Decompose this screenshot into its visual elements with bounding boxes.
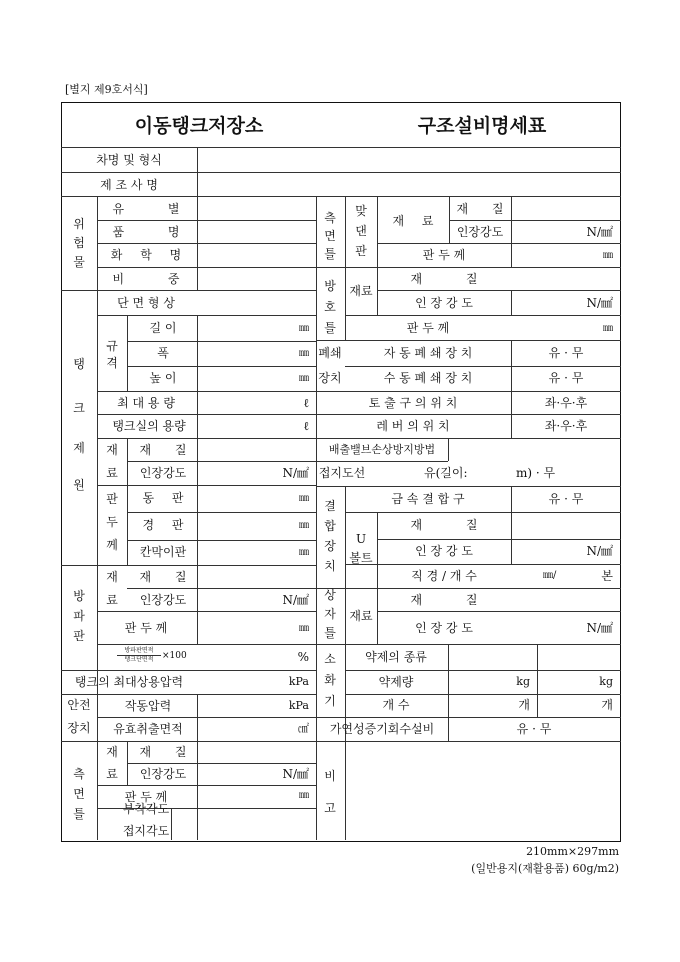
unit-mm-width: ㎜ <box>299 348 309 359</box>
value-vapor-recovery: 유 · 무 <box>516 722 552 736</box>
group-wave-material-1: 재 <box>106 570 118 584</box>
unit-kg-1: kg <box>516 675 530 688</box>
unit-mm-wave: ㎜ <box>299 623 309 634</box>
group-hazard-3: 물 <box>73 255 85 269</box>
label-sideframe-thickness: 판 두 께 <box>422 248 466 262</box>
group-guard-1: 방 <box>324 279 336 293</box>
group-tank-2: 크 <box>73 401 85 415</box>
label-sideframe-material: 재 질 <box>456 202 504 216</box>
group-side-material-2: 료 <box>106 767 118 781</box>
label-section-shape: 단 면 형 상 <box>117 296 175 310</box>
label-length: 길 이 <box>149 321 177 335</box>
value-ground-length: 유(길이: <box>424 466 468 480</box>
group-guard-2: 호 <box>324 300 336 314</box>
unit-dia: ㎜/ <box>543 570 557 581</box>
label-side-thickness: 판 두 께 <box>124 790 168 804</box>
label-guard-tensile: 인 장 강 도 <box>415 296 473 310</box>
group-coupling-3: 장 <box>324 539 336 553</box>
label-dia-count: 직 경 / 개 수 <box>411 569 477 583</box>
group-upper-2: 자 <box>324 607 336 621</box>
footer-size: 210mm×297mm <box>526 845 619 858</box>
label-guard-material-label: 재료 <box>349 284 373 298</box>
value-lever-position: 좌·우·후 <box>544 419 588 433</box>
group-safety-2: 장치 <box>67 721 91 735</box>
unit-ea-2: 개 <box>601 698 613 712</box>
group-upper-3: 틀 <box>324 626 336 640</box>
unit-tensile-sideframe: N/㎟ <box>586 225 613 239</box>
group-remarks-1: 비 <box>324 769 336 783</box>
unit-mm-partition: ㎜ <box>299 547 309 558</box>
group-hazard-1: 위 <box>73 217 85 231</box>
group-closing-1: 폐쇄 <box>318 346 342 360</box>
unit-tensile-wave: N/㎟ <box>282 593 309 607</box>
label-upper-tensile: 인 장 강 도 <box>415 621 473 635</box>
unit-liter-room: ℓ <box>303 419 309 433</box>
group-side-2: 면 <box>73 787 85 801</box>
group-side-1: 측 <box>73 767 85 781</box>
group-coupling-1: 결 <box>324 499 336 513</box>
unit-mm-guard: ㎜ <box>603 323 613 334</box>
group-safety-1: 안전 <box>67 698 91 712</box>
label-tank-material: 재 질 <box>139 443 187 457</box>
value-auto-closing: 유 · 무 <box>548 346 584 360</box>
label-vapor-recovery: 가연성증기회수설비 <box>329 722 435 736</box>
group-ext-3: 기 <box>324 694 336 708</box>
unit-ea-1: 개 <box>518 698 530 712</box>
label-end-plate: 경 판 <box>142 518 184 532</box>
group-plate-3: 판 <box>355 244 367 258</box>
wave-ratio-fraction <box>117 648 161 663</box>
group-remarks-2: 고 <box>324 801 336 815</box>
label-ground-wire: 접지도선 <box>318 466 366 480</box>
label-wave-material: 재 질 <box>139 570 187 584</box>
unit-tensile-ubolt: N/㎟ <box>586 544 613 558</box>
unit-mm-length: ㎜ <box>299 323 309 334</box>
group-coupling-2: 합 <box>324 519 336 533</box>
label-guard-thickness: 판 두 께 <box>406 321 450 335</box>
group-dims-2: 격 <box>106 356 118 370</box>
label-height: 높 이 <box>149 371 177 385</box>
label-ground-angle: 접지각도 <box>122 824 170 838</box>
label-ext-count: 개 수 <box>382 698 410 712</box>
unit-tensile-upper: N/㎟ <box>586 621 613 635</box>
label-body-plate: 동 판 <box>142 491 184 505</box>
group-ubolt-2: 볼트 <box>349 551 373 565</box>
label-ubolt-tensile: 인 장 강 도 <box>415 544 473 558</box>
unit-mm-sideframe: ㎜ <box>603 250 613 261</box>
unit-area: ㎠ <box>298 722 309 735</box>
form-label: [별지 제9호서식] <box>65 83 148 96</box>
label-operate-pressure: 작동압력 <box>124 699 172 713</box>
label-hazard-kind: 유 별 <box>112 202 180 216</box>
group-side-material-1: 재 <box>106 745 118 759</box>
wave-ratio-top: 방파판면적 <box>117 648 161 656</box>
group-sideframe-3: 틀 <box>324 247 336 261</box>
unit-mm-end: ㎜ <box>299 520 309 531</box>
label-metal-coupling: 금 속 결 합 구 <box>391 492 465 506</box>
label-partition: 칸막이판 <box>139 545 187 559</box>
group-sideframe-2: 면 <box>324 229 336 243</box>
value-outlet-position: 좌·우·후 <box>544 396 588 410</box>
label-attach-angle: 부착각도 <box>122 802 170 816</box>
label-valve-protection: 배출밸브손상방지방법 <box>328 443 436 456</box>
unit-mm-side: ㎜ <box>299 790 309 801</box>
group-wave-1: 방 <box>73 589 85 603</box>
label-sideframe-tensile: 인장강도 <box>456 225 504 239</box>
unit-tensile-side: N/㎟ <box>282 767 309 781</box>
group-guard-3: 틀 <box>324 321 336 335</box>
label-side-tensile: 인장강도 <box>139 767 187 781</box>
label-agent-amount: 약제량 <box>378 675 414 689</box>
group-thickness-1: 판 <box>106 492 118 506</box>
value-metal-coupling: 유 · 무 <box>548 492 584 506</box>
label-auto-closing: 자 동 폐 쇄 장 치 <box>383 346 473 360</box>
group-tank-material-1: 재 <box>106 443 118 457</box>
unit-percent: % <box>297 650 309 664</box>
label-agent-type: 약제의 종류 <box>365 650 427 664</box>
unit-mm-body: ㎜ <box>299 493 309 504</box>
group-tank-1: 탱 <box>73 357 85 371</box>
label-room-capacity: 탱크실의 용량 <box>112 419 186 433</box>
wave-ratio-mult: ×100 <box>162 651 187 661</box>
label-max-pressure: 탱크의 최대상용압력 <box>74 675 184 689</box>
unit-mm-height: ㎜ <box>299 373 309 384</box>
label-hazard-gravity: 비 중 <box>112 272 180 286</box>
group-dims-1: 규 <box>106 339 118 353</box>
wave-ratio-bottom: 탱크단면적 <box>124 656 154 663</box>
footer-paper: (일반용지(재활용품) 60g/m2) <box>471 862 619 875</box>
group-ext-1: 소 <box>324 652 336 666</box>
group-coupling-4: 치 <box>324 559 336 573</box>
value-manual-closing: 유 · 무 <box>548 371 584 385</box>
unit-kpa-safety: kPa <box>288 699 309 712</box>
label-width: 폭 <box>157 346 169 360</box>
value-ground-unit: m) · 무 <box>516 466 556 480</box>
group-closing-2: 장치 <box>318 371 342 385</box>
group-tank-material-2: 료 <box>106 466 118 480</box>
title-right: 구조설비명세표 <box>417 115 547 137</box>
label-hazard-item: 품 명 <box>112 225 180 239</box>
group-upper-1: 상 <box>324 588 336 602</box>
title-left: 이동탱크저장소 <box>134 115 264 137</box>
group-tank-3: 제 <box>73 441 85 455</box>
group-wave-3: 판 <box>73 629 85 643</box>
group-plate-2: 댄 <box>355 224 367 238</box>
group-tank-4: 원 <box>73 478 85 492</box>
group-plate-1: 맞 <box>355 204 367 218</box>
group-sideframe-1: 측 <box>324 211 336 225</box>
label-outlet-position: 토 출 구 의 위 치 <box>368 396 458 410</box>
label-max-capacity: 최 대 용 량 <box>117 396 175 410</box>
group-ext-2: 화 <box>324 673 336 687</box>
label-sideframe-material-label: 재 료 <box>392 214 434 228</box>
unit-kg-2: kg <box>599 675 613 688</box>
label-upper-material: 재 질 <box>410 593 478 607</box>
label-side-material: 재 질 <box>139 745 187 759</box>
label-wave-thickness: 판 두 께 <box>124 621 168 635</box>
unit-tensile-tank: N/㎟ <box>282 466 309 480</box>
group-hazard-2: 험 <box>73 236 85 250</box>
label-ubolt-material: 재 질 <box>410 518 478 532</box>
label-hazard-chem: 화 학 명 <box>110 248 182 262</box>
group-thickness-2: 두 <box>106 515 118 529</box>
label-tank-tensile: 인장강도 <box>139 466 187 480</box>
label-lever-position: 레 버 의 위 치 <box>376 419 450 433</box>
unit-count: 본 <box>601 569 613 583</box>
label-manual-closing: 수 동 폐 쇄 장 치 <box>383 371 473 385</box>
label-effective-area: 유효취출면적 <box>113 722 183 736</box>
label-maker: 제 조 사 명 <box>100 178 158 192</box>
label-guard-material: 재 질 <box>410 272 478 286</box>
label-wave-tensile: 인장강도 <box>139 593 187 607</box>
label-upper-material-label: 재료 <box>349 609 373 623</box>
group-ubolt-1: U <box>355 532 367 546</box>
unit-liter-max: ℓ <box>303 396 309 410</box>
unit-kpa-max: kPa <box>288 675 309 688</box>
group-wave-2: 파 <box>73 609 85 623</box>
group-side-3: 틀 <box>73 807 85 821</box>
group-wave-material-2: 료 <box>106 593 118 607</box>
unit-tensile-guard: N/㎟ <box>586 296 613 310</box>
group-thickness-3: 께 <box>106 538 118 552</box>
label-car-name: 차명 및 형식 <box>96 153 162 167</box>
